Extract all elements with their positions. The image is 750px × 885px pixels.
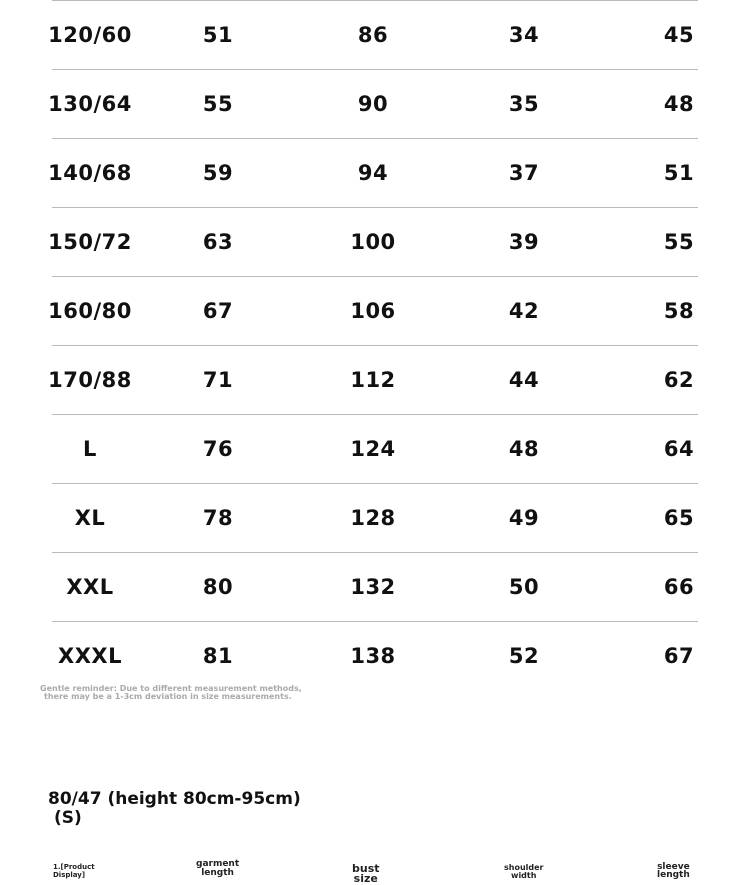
sleeve-length-header [657, 863, 690, 879]
garment-length-cell: 67 [202, 299, 234, 323]
garment-length-cell: 59 [202, 161, 234, 185]
reminder-line: there may be a 1-3cm deviation in size measurements. [44, 692, 292, 701]
garment-length-cell: 76 [202, 437, 234, 461]
size-cell: 160/80 [48, 299, 132, 323]
garment-length-cell: 81 [202, 644, 234, 668]
shoulder-width-cell: 50 [508, 575, 540, 599]
table-row [52, 621, 698, 690]
shoulder-width-cell: 35 [508, 92, 540, 116]
section-title-line: 80/47 (height 80cm-95cm) [48, 789, 301, 809]
sleeve-length-cell: 64 [663, 437, 695, 461]
bust-cell: 112 [350, 368, 396, 392]
table-row [52, 552, 698, 621]
sleeve-length-cell: 58 [663, 299, 695, 323]
measurement-reminder [40, 685, 450, 701]
header-line: sleeve [657, 862, 690, 872]
section-title-line: (S) [54, 808, 82, 828]
size-cell: XL [74, 506, 106, 530]
shoulder-width-cell: 52 [508, 644, 540, 668]
reminder-line: Gentle reminder: Due to different measurement methods, [40, 684, 302, 693]
garment-length-cell: 78 [202, 506, 234, 530]
table-row [52, 414, 698, 483]
bust-size-header [352, 864, 380, 884]
table-row [48, 69, 698, 138]
bust-cell: 86 [357, 23, 389, 47]
garment-length-cell: 63 [202, 230, 234, 254]
header-line: Display] [53, 871, 86, 879]
header-line: 1.[Product [53, 863, 95, 871]
garment-length-cell: 71 [202, 368, 234, 392]
header-line: bust [352, 862, 380, 875]
size-cell: L [83, 437, 97, 461]
size-cell: XXL [66, 575, 114, 599]
bust-cell: 128 [350, 506, 396, 530]
size-cell: 120/60 [48, 23, 132, 47]
bust-cell: 132 [350, 575, 396, 599]
table-row [48, 138, 698, 207]
shoulder-width-cell: 44 [508, 368, 540, 392]
bust-cell: 94 [357, 161, 389, 185]
size-cell: 140/68 [48, 161, 132, 185]
shoulder-width-cell: 37 [508, 161, 540, 185]
bust-cell: 106 [350, 299, 396, 323]
sleeve-length-cell: 67 [663, 644, 695, 668]
sleeve-length-cell: 55 [663, 230, 695, 254]
header-line: length [657, 870, 690, 880]
size-table [48, 0, 698, 690]
table-row [48, 207, 698, 276]
shoulder-width-cell: 39 [508, 230, 540, 254]
bust-cell: 124 [350, 437, 396, 461]
shoulder-width-cell: 42 [508, 299, 540, 323]
section-title [48, 790, 301, 828]
size-cell: 170/88 [48, 368, 132, 392]
shoulder-width-cell: 48 [508, 437, 540, 461]
sleeve-length-cell: 45 [663, 23, 695, 47]
product-display-header [53, 863, 95, 879]
bust-cell: 100 [350, 230, 396, 254]
header-line: width [511, 871, 537, 880]
size-cell: 130/64 [48, 92, 132, 116]
bust-cell: 138 [350, 644, 396, 668]
sleeve-length-cell: 66 [663, 575, 695, 599]
size-cell: XXXL [58, 644, 122, 668]
table-row [48, 345, 698, 414]
header-line: shoulder [504, 863, 544, 872]
garment-length-header [196, 860, 239, 878]
header-line: garment [196, 859, 240, 869]
garment-length-cell: 55 [202, 92, 234, 116]
sleeve-length-cell: 65 [663, 506, 695, 530]
garment-length-cell: 51 [202, 23, 234, 47]
sleeve-length-cell: 48 [663, 92, 695, 116]
table-row [52, 483, 698, 552]
table-row [48, 276, 698, 345]
header-line: size [353, 872, 378, 885]
shoulder-width-cell: 49 [508, 506, 540, 530]
sleeve-length-cell: 62 [663, 368, 695, 392]
sleeve-length-cell: 51 [663, 161, 695, 185]
bust-cell: 90 [357, 92, 389, 116]
header-line: length [201, 868, 234, 878]
table-row [48, 0, 698, 69]
shoulder-width-cell: 34 [508, 23, 540, 47]
garment-length-cell: 80 [202, 575, 234, 599]
size-cell: 150/72 [48, 230, 132, 254]
